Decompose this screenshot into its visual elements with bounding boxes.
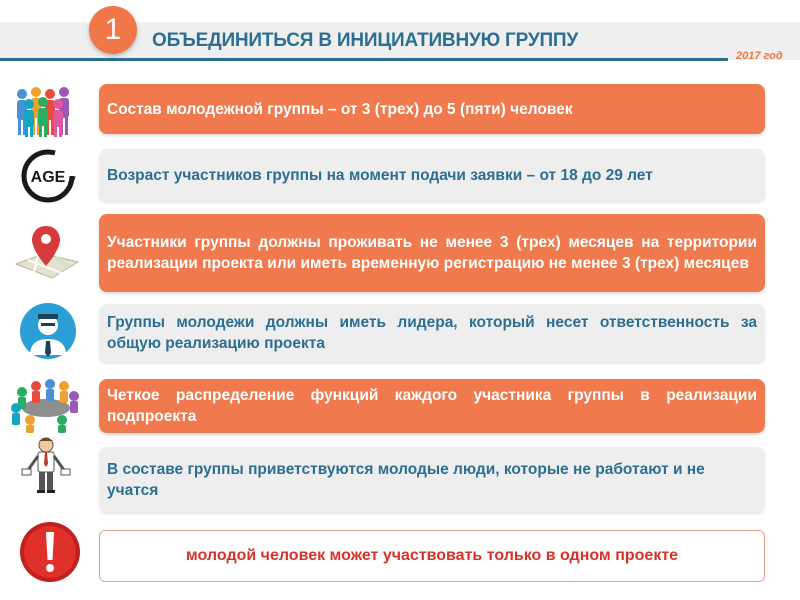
requirement-text: Состав молодежной группы – от 3 (трех) до 5 (пяти) человек <box>107 100 573 118</box>
people-group-icon <box>8 80 84 140</box>
year-label: 2017 год <box>736 50 783 62</box>
requirement-text: Участники группы должны проживать не менее 3 (трех) месяцев на территории реализации проекта или иметь временную регистрацию не менее 3 (трех) месяцев <box>107 234 757 272</box>
requirement-card-residence <box>99 214 765 292</box>
map-pin-icon <box>8 222 84 282</box>
requirement-card-age <box>99 149 765 201</box>
header-underline <box>0 58 728 61</box>
requirement-card-group-size <box>99 84 765 134</box>
warning-card <box>99 530 765 582</box>
age-icon-label: AGE <box>30 169 66 186</box>
page-title: ОБЪЕДИНИТЬСЯ В ИНИЦИАТИВНУЮ ГРУППУ <box>152 30 579 51</box>
requirement-text: В составе группы приветствуются молодые люди, которые не работают и не учатся <box>107 460 705 499</box>
requirement-text: Группы молодежи должны иметь лидера, который несет ответственность за общую реализацию проекта <box>107 314 757 352</box>
requirement-card-leader <box>99 304 765 362</box>
warning-text: молодой человек может участвовать только в одном проекте <box>185 547 679 564</box>
leader-avatar-icon <box>8 301 84 361</box>
requirement-card-roles <box>99 379 765 433</box>
step-number-badge: 1 <box>89 6 137 54</box>
requirement-card-unemployed <box>99 447 765 512</box>
exclamation-icon <box>16 520 86 586</box>
age-icon <box>8 146 84 206</box>
requirement-text: Возраст участников группы на момент подачи заявки – от 18 до 29 лет <box>107 166 653 184</box>
empty-pockets-man-icon <box>8 436 84 496</box>
requirement-text: Четкое распределение функций каждого участника группы в реализации подпроекта <box>107 387 757 425</box>
meeting-table-icon <box>8 374 84 434</box>
